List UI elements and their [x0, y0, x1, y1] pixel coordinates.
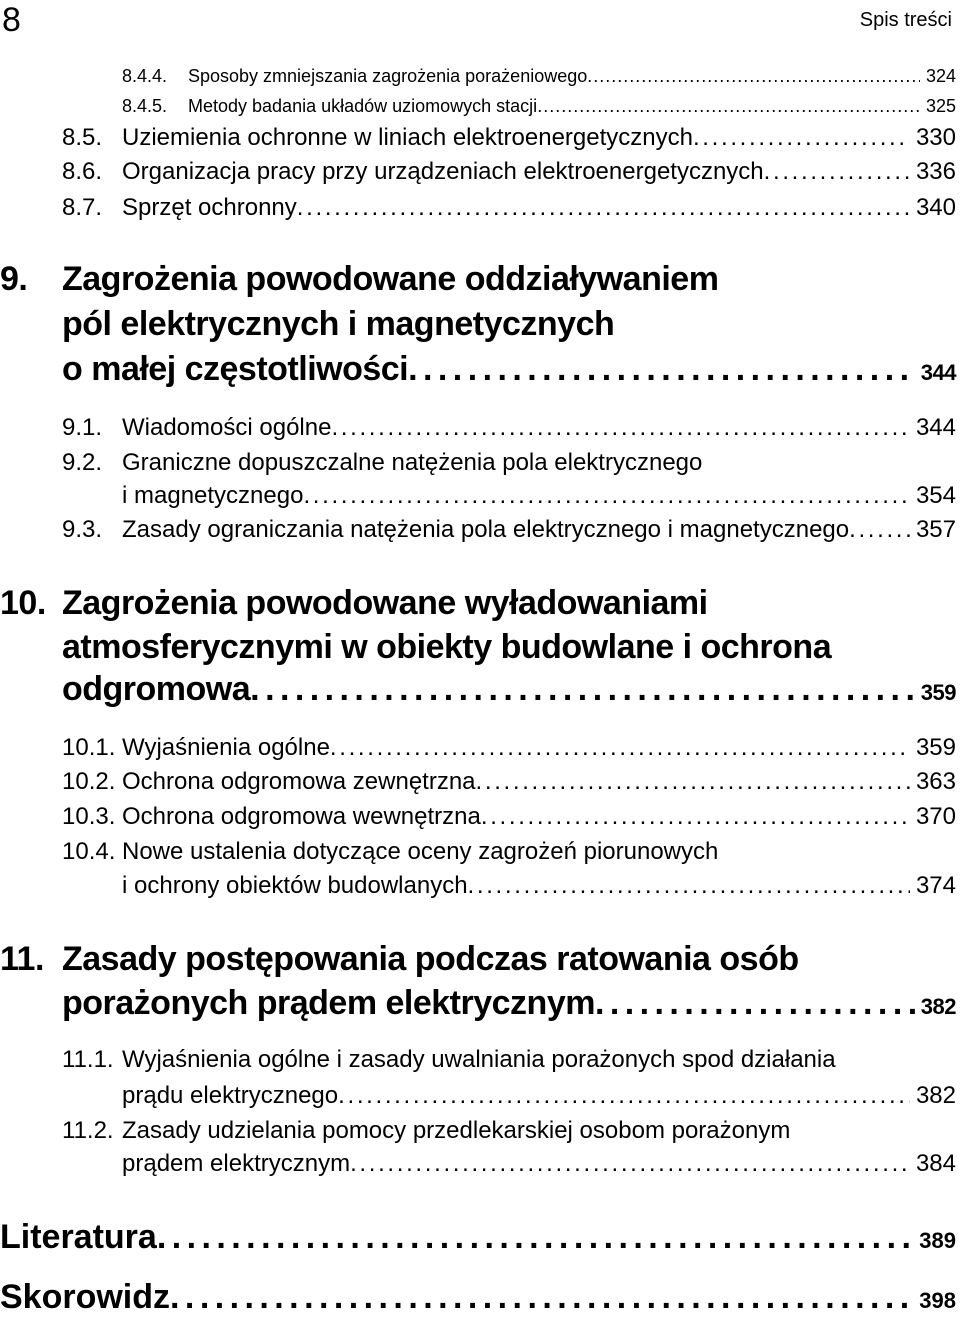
entry-page: 357 — [915, 516, 956, 543]
chapter-number: 9. — [0, 260, 28, 298]
leader-dots — [331, 414, 910, 442]
entry-number: 10.3. — [62, 803, 116, 830]
chapter-number: 10. — [0, 584, 46, 622]
toc-entry-10-1[interactable] — [62, 734, 960, 762]
toc-entry-8-7[interactable] — [62, 194, 960, 222]
toc-skorowidz[interactable] — [0, 1278, 960, 1317]
entry-title: Metody badania układów uziomowych stacji — [188, 96, 538, 116]
chapter-title-line: porażonych prądem elektrycznym — [62, 984, 595, 1022]
entry-title: Organizacja pracy przy urządzeniach elektroenergetycznych — [122, 158, 764, 185]
leader-dots — [350, 1150, 910, 1178]
entry-number: 8.5. — [62, 124, 103, 151]
entry-title-line: i magnetycznego — [122, 482, 304, 509]
entry-page: 325 — [925, 96, 956, 116]
chapter-number: 11. — [0, 940, 44, 978]
entry-title: Sprzęt ochronny — [122, 194, 297, 221]
entry-title-line: Wyjaśnienia ogólne i zasady uwalniania porażonych spod działania — [122, 1046, 836, 1073]
entry-title-line: Zasady udzielania pomocy przedlekarskiej osobom porażonym — [122, 1117, 791, 1144]
entry-title: Skorowidz — [0, 1278, 171, 1316]
entry-number: 9.1. — [62, 414, 103, 441]
entry-title-line: prądem elektrycznym — [122, 1150, 351, 1177]
entry-page: 354 — [915, 482, 956, 509]
entry-title: Wiadomości ogólne — [122, 414, 332, 441]
leader-dots — [157, 1218, 913, 1257]
chapter-title-line: odgromowa — [62, 670, 251, 708]
toc-chapter-11[interactable] — [62, 984, 960, 1023]
entry-page: 330 — [915, 124, 956, 151]
entry-number: 11.2. — [62, 1117, 114, 1144]
entry-title: Wyjaśnienia ogólne — [122, 734, 330, 761]
toc-entry-9-3[interactable] — [62, 516, 960, 544]
leader-dots — [587, 66, 920, 87]
toc-entry-8-5[interactable] — [62, 124, 960, 152]
leader-dots — [468, 872, 910, 900]
entry-number: 8.4.4. — [122, 66, 168, 86]
entry-page: 384 — [915, 1150, 956, 1177]
leader-dots — [408, 350, 915, 389]
toc-entry-9-1[interactable] — [62, 414, 960, 442]
toc-entry-11-2[interactable] — [122, 1150, 960, 1178]
leader-dots — [170, 1278, 913, 1317]
entry-page: 382 — [915, 1082, 956, 1109]
entry-page: 344 — [920, 360, 956, 385]
entry-page: 359 — [915, 734, 956, 761]
toc-entry-10-3[interactable] — [62, 803, 960, 831]
leader-dots — [476, 768, 910, 796]
chapter-title-line: o małej częstotliwości — [62, 350, 409, 388]
leader-dots — [764, 158, 910, 186]
toc-entry-11-1[interactable] — [122, 1082, 960, 1110]
entry-page: 340 — [915, 194, 956, 221]
entry-page: 359 — [920, 680, 956, 705]
entry-title-line: Graniczne dopuszczalne natężenia pola elektrycznego — [122, 449, 703, 476]
toc-entry-10-4[interactable] — [122, 872, 960, 900]
entry-page: 344 — [915, 414, 956, 441]
chapter-title-line: Zagrożenia powodowane oddziaływaniem — [62, 260, 719, 298]
leader-dots — [297, 194, 910, 222]
entry-number: 9.3. — [62, 516, 103, 543]
entry-number: 9.2. — [62, 449, 103, 476]
entry-title: Literatura — [0, 1218, 157, 1256]
leader-dots — [481, 803, 910, 831]
page-number: 8 — [2, 1, 21, 39]
chapter-title-line: pól elektrycznych i magnetycznych — [62, 305, 615, 343]
chapter-title-line: Zasady postępowania podczas ratowania osób — [62, 940, 799, 978]
leader-dots — [303, 482, 910, 510]
entry-page: 324 — [925, 66, 956, 86]
leader-dots — [595, 984, 915, 1023]
leader-dots — [338, 1082, 910, 1110]
entry-number: 10.2. — [62, 768, 116, 795]
entry-title: Uziemienia ochronne w liniach elektroenergetycznych — [122, 124, 693, 151]
chapter-title-line: Zagrożenia powodowane wyładowaniami — [62, 584, 708, 622]
entry-page: 370 — [915, 803, 956, 830]
toc-entry-8-4-4[interactable] — [122, 66, 960, 87]
entry-number: 11.1. — [62, 1046, 114, 1073]
running-header-title: Spis treści — [859, 9, 952, 31]
entry-number: 8.7. — [62, 194, 103, 221]
leader-dots — [537, 96, 920, 117]
entry-page: 389 — [919, 1228, 956, 1253]
entry-title: Zasady ograniczania natężenia pola elektrycznego i magnetycznego — [122, 516, 850, 543]
entry-number: 10.4. — [62, 838, 116, 865]
chapter-title-line: atmosferycznymi w obiekty budowlane i ochrona — [62, 628, 832, 666]
entry-page: 363 — [915, 768, 956, 795]
entry-page: 374 — [915, 872, 956, 899]
entry-title: Ochrona odgromowa wewnętrzna — [122, 803, 481, 830]
entry-title-line: i ochrony obiektów budowlanych — [122, 872, 468, 899]
toc-chapter-9[interactable] — [62, 350, 960, 389]
toc-entry-8-4-5[interactable] — [122, 96, 960, 117]
entry-number: 8.4.5. — [122, 96, 168, 116]
entry-number: 8.6. — [62, 158, 103, 185]
entry-title-line: prądu elektrycznego — [122, 1082, 339, 1109]
entry-title-line: Nowe ustalenia dotyczące oceny zagrożeń piorunowych — [122, 838, 719, 865]
toc-entry-8-6[interactable] — [62, 158, 960, 186]
leader-dots — [330, 734, 910, 762]
entry-page: 382 — [920, 994, 956, 1019]
entry-title: Sposoby zmniejszania zagrożenia porażeniowego — [188, 66, 588, 86]
leader-dots — [250, 670, 915, 709]
toc-chapter-10[interactable] — [62, 670, 960, 709]
entry-page: 398 — [919, 1288, 956, 1313]
toc-entry-10-2[interactable] — [62, 768, 960, 796]
toc-entry-9-2[interactable] — [122, 482, 960, 510]
toc-literatura[interactable] — [0, 1218, 960, 1257]
leader-dots — [849, 516, 910, 544]
entry-page: 336 — [915, 158, 956, 185]
entry-number: 10.1. — [62, 734, 116, 761]
entry-title: Ochrona odgromowa zewnętrzna — [122, 768, 476, 795]
leader-dots — [693, 124, 910, 152]
